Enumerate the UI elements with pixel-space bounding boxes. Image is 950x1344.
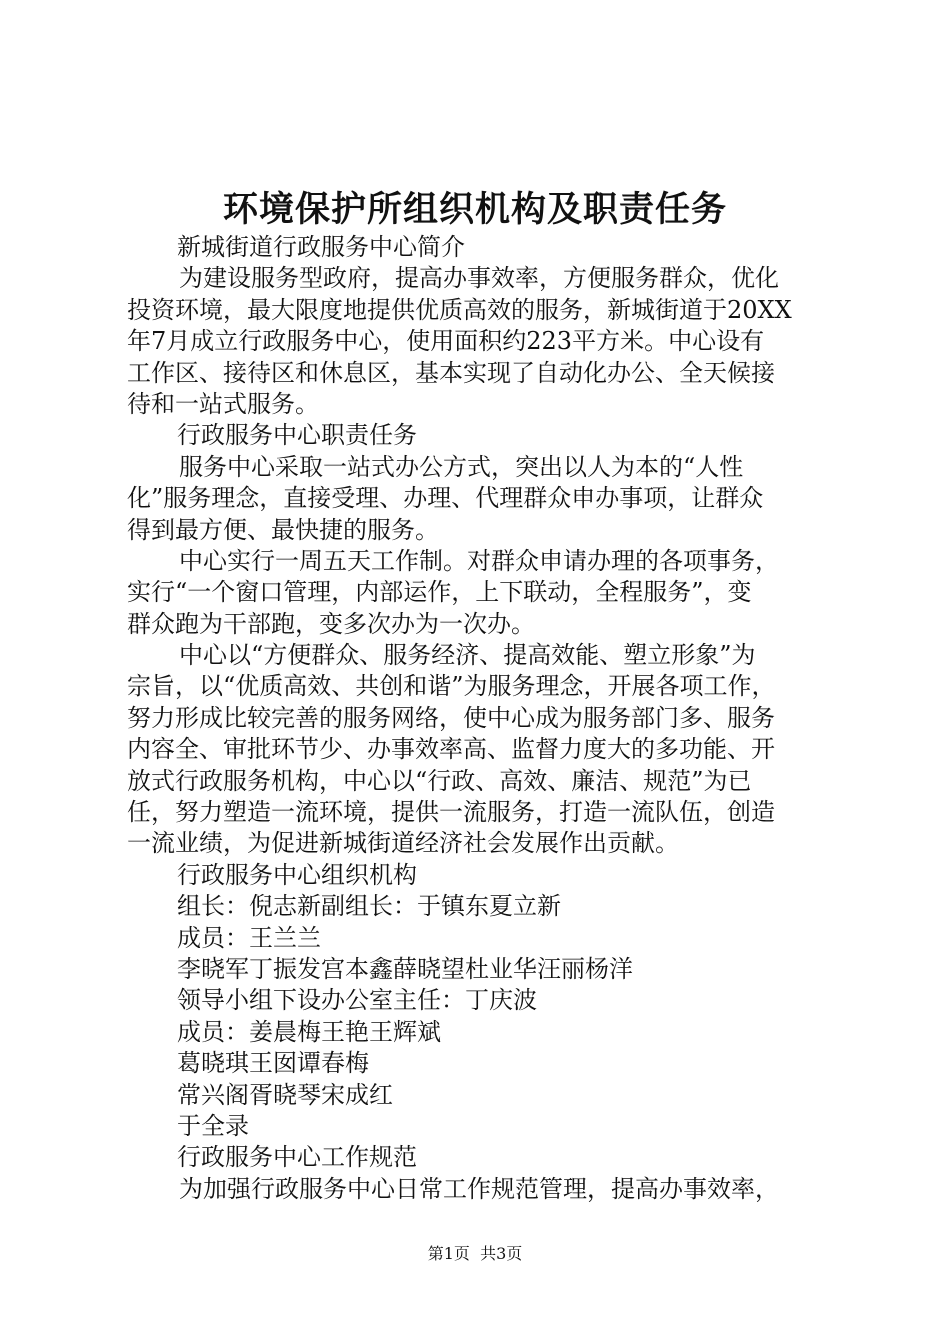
paragraph-line: 年7月成立行政服务中心，使用面积约223平方米。中心设有 — [127, 327, 765, 356]
paragraph-line: 群众跑为干部跑，变多次办为一次办。 — [127, 609, 535, 638]
paragraph-line: 待和一站式服务。 — [127, 389, 319, 418]
paragraph-line: 一流业绩，为促进新城街道经济社会发展作出贡献。 — [127, 829, 679, 858]
roster-line: 成员：王兰兰 — [177, 923, 321, 952]
section-heading: 新城街道行政服务中心简介 — [177, 233, 465, 261]
roster-line: 常兴阁胥晓琴宋成红 — [177, 1080, 393, 1109]
paragraph-line: 服务中心采取一站式办公方式，突出以人为本的“人性 — [179, 452, 744, 481]
roster-line: 于全录 — [177, 1111, 249, 1140]
paragraph-line: 化”服务理念，直接受理、办理、代理群众申办事项，让群众 — [127, 484, 764, 513]
roster-line: 领导小组下设办公室主任：丁庆波 — [177, 986, 537, 1015]
document-body — [127, 232, 833, 1205]
paragraph-line: 任，努力塑造一流环境，提供一流服务，打造一流队伍，创造 — [127, 798, 775, 827]
paragraph-line: 努力形成比较完善的服务网络，使中心成为服务部门多、服务 — [127, 703, 775, 732]
roster-line: 成员：姜晨梅王艳王辉斌 — [177, 1017, 441, 1046]
roster-line: 李晓军丁振发宫本鑫薛晓望杜业华汪丽杨洋 — [177, 954, 633, 983]
roster-line: 组长：倪志新副组长：于镇东夏立新 — [177, 892, 561, 921]
paragraph-line: 放式行政服务机构，中心以“行政、高效、廉洁、规范”为已 — [127, 766, 752, 795]
paragraph-line: 实行“一个窗口管理，内部运作，上下联动，全程服务”，变 — [127, 578, 752, 607]
paragraph-line: 为建设服务型政府，提高办事效率，方便服务群众，优化 — [179, 264, 779, 293]
paragraph-line: 得到最方便、最快捷的服务。 — [127, 515, 439, 544]
paragraph-line: 宗旨，以“优质高效、共创和谐”为服务理念，开展各项工作， — [127, 672, 776, 701]
section-heading: 行政服务中心组织机构 — [177, 860, 417, 889]
section-heading: 行政服务中心职责任务 — [177, 421, 417, 450]
paragraph-line: 中心实行一周五天工作制。对群众申请办理的各项事务， — [179, 546, 779, 575]
paragraph-line: 内容全、审批环节少、办事效率高、监督力度大的多功能、开 — [127, 735, 775, 764]
paragraph-line: 工作区、接待区和休息区，基本实现了自动化办公、全天候接 — [127, 358, 775, 387]
paragraph-line: 为加强行政服务中心日常工作规范管理，提高办事效率， — [179, 1174, 779, 1203]
paragraph-line: 中心以“方便群众、服务经济、提高效能、塑立形象”为 — [179, 641, 756, 670]
section-heading: 行政服务中心工作规范 — [177, 1143, 417, 1172]
paragraph-line: 投资环境，最大限度地提供优质高效的服务，新城街道于20XX — [127, 295, 792, 324]
document-title: 环境保护所组织机构及职责任务 — [222, 189, 727, 230]
roster-line: 葛晓琪王囡谭春梅 — [177, 1049, 369, 1078]
page-number-footer: 第1页 共3页 — [427, 1244, 523, 1263]
